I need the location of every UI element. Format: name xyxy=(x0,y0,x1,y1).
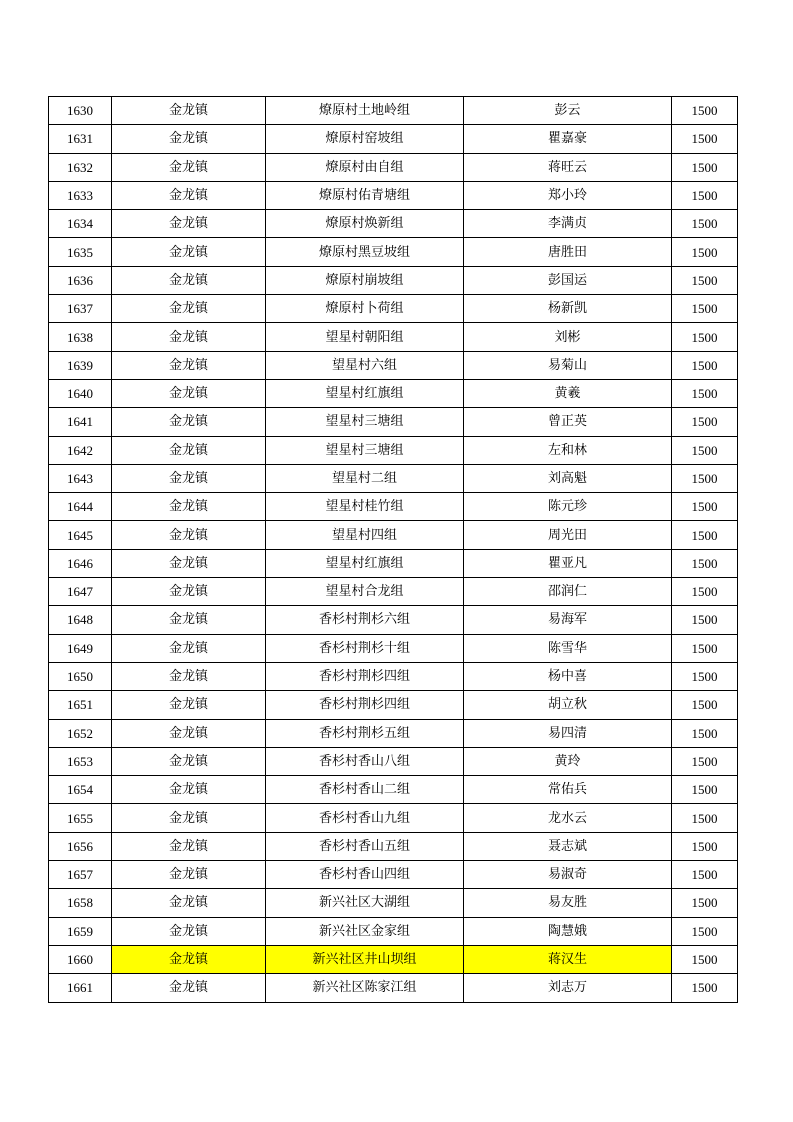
person-name-cell: 彭国运 xyxy=(464,266,672,294)
amount-cell: 1500 xyxy=(672,323,738,351)
amount-cell: 1500 xyxy=(672,662,738,690)
village-group-cell: 燎原村黑豆坡组 xyxy=(266,238,464,266)
town-cell: 金龙镇 xyxy=(112,719,266,747)
row-number-cell: 1633 xyxy=(49,181,112,209)
person-name-cell: 陈元珍 xyxy=(464,493,672,521)
village-group-cell: 望星村红旗组 xyxy=(266,379,464,407)
amount-cell: 1500 xyxy=(672,945,738,973)
person-name-cell: 易四清 xyxy=(464,719,672,747)
amount-cell: 1500 xyxy=(672,861,738,889)
town-cell: 金龙镇 xyxy=(112,549,266,577)
row-number-cell: 1641 xyxy=(49,408,112,436)
person-name-cell: 常佑兵 xyxy=(464,776,672,804)
town-cell: 金龙镇 xyxy=(112,464,266,492)
town-cell: 金龙镇 xyxy=(112,181,266,209)
row-number-cell: 1634 xyxy=(49,210,112,238)
amount-cell: 1500 xyxy=(672,238,738,266)
table-row xyxy=(49,181,738,209)
row-number-cell: 1646 xyxy=(49,549,112,577)
town-cell: 金龙镇 xyxy=(112,379,266,407)
person-name-cell: 刘彬 xyxy=(464,323,672,351)
town-cell: 金龙镇 xyxy=(112,408,266,436)
town-cell: 金龙镇 xyxy=(112,861,266,889)
row-number-cell: 1648 xyxy=(49,606,112,634)
amount-cell: 1500 xyxy=(672,974,738,1002)
person-name-cell: 周光田 xyxy=(464,521,672,549)
person-name-cell: 易淑奇 xyxy=(464,861,672,889)
person-name-cell: 曾正英 xyxy=(464,408,672,436)
amount-cell: 1500 xyxy=(672,408,738,436)
amount-cell: 1500 xyxy=(672,351,738,379)
village-group-cell: 望星村红旗组 xyxy=(266,549,464,577)
table-row xyxy=(49,889,738,917)
row-number-cell: 1643 xyxy=(49,464,112,492)
town-cell: 金龙镇 xyxy=(112,917,266,945)
person-name-cell: 龙水云 xyxy=(464,804,672,832)
town-cell: 金龙镇 xyxy=(112,266,266,294)
amount-cell: 1500 xyxy=(672,691,738,719)
table-row xyxy=(49,549,738,577)
town-cell: 金龙镇 xyxy=(112,351,266,379)
town-cell: 金龙镇 xyxy=(112,521,266,549)
village-group-cell: 燎原村窑坡组 xyxy=(266,125,464,153)
table-row xyxy=(49,974,738,1002)
town-cell: 金龙镇 xyxy=(112,436,266,464)
village-group-cell: 望星村六组 xyxy=(266,351,464,379)
row-number-cell: 1644 xyxy=(49,493,112,521)
town-cell: 金龙镇 xyxy=(112,691,266,719)
village-group-cell: 香杉村香山五组 xyxy=(266,832,464,860)
amount-cell: 1500 xyxy=(672,804,738,832)
row-number-cell: 1639 xyxy=(49,351,112,379)
town-cell: 金龙镇 xyxy=(112,776,266,804)
person-name-cell: 易友胜 xyxy=(464,889,672,917)
amount-cell: 1500 xyxy=(672,634,738,662)
table-row xyxy=(49,945,738,973)
amount-cell: 1500 xyxy=(672,181,738,209)
person-name-cell: 黄羲 xyxy=(464,379,672,407)
row-number-cell: 1658 xyxy=(49,889,112,917)
town-cell: 金龙镇 xyxy=(112,97,266,125)
town-cell: 金龙镇 xyxy=(112,634,266,662)
village-group-cell: 望星村三塘组 xyxy=(266,408,464,436)
village-group-cell: 新兴社区金家组 xyxy=(266,917,464,945)
village-group-cell: 香杉村荆杉十组 xyxy=(266,634,464,662)
table-row xyxy=(49,493,738,521)
person-name-cell: 易海军 xyxy=(464,606,672,634)
person-name-cell: 左和林 xyxy=(464,436,672,464)
row-number-cell: 1642 xyxy=(49,436,112,464)
person-name-cell: 蒋旺云 xyxy=(464,153,672,181)
person-name-cell: 易菊山 xyxy=(464,351,672,379)
amount-cell: 1500 xyxy=(672,97,738,125)
amount-cell: 1500 xyxy=(672,379,738,407)
table-row xyxy=(49,832,738,860)
row-number-cell: 1637 xyxy=(49,295,112,323)
person-name-cell: 瞿亚凡 xyxy=(464,549,672,577)
person-name-cell: 聂志斌 xyxy=(464,832,672,860)
table-row xyxy=(49,747,738,775)
row-number-cell: 1645 xyxy=(49,521,112,549)
village-group-cell: 新兴社区井山坝组 xyxy=(266,945,464,973)
row-number-cell: 1651 xyxy=(49,691,112,719)
amount-cell: 1500 xyxy=(672,266,738,294)
village-group-cell: 香杉村香山八组 xyxy=(266,747,464,775)
row-number-cell: 1631 xyxy=(49,125,112,153)
village-group-cell: 香杉村香山九组 xyxy=(266,804,464,832)
table-row xyxy=(49,719,738,747)
row-number-cell: 1630 xyxy=(49,97,112,125)
person-name-cell: 胡立秋 xyxy=(464,691,672,719)
row-number-cell: 1660 xyxy=(49,945,112,973)
village-group-cell: 望星村四组 xyxy=(266,521,464,549)
table-row xyxy=(49,379,738,407)
person-name-cell: 刘志万 xyxy=(464,974,672,1002)
person-name-cell: 杨中喜 xyxy=(464,662,672,690)
town-cell: 金龙镇 xyxy=(112,889,266,917)
amount-cell: 1500 xyxy=(672,464,738,492)
row-number-cell: 1656 xyxy=(49,832,112,860)
table-row xyxy=(49,776,738,804)
person-name-cell: 郑小玲 xyxy=(464,181,672,209)
town-cell: 金龙镇 xyxy=(112,662,266,690)
amount-cell: 1500 xyxy=(672,210,738,238)
amount-cell: 1500 xyxy=(672,889,738,917)
village-group-cell: 香杉村荆杉四组 xyxy=(266,662,464,690)
person-name-cell: 彭云 xyxy=(464,97,672,125)
amount-cell: 1500 xyxy=(672,832,738,860)
amount-cell: 1500 xyxy=(672,747,738,775)
amount-cell: 1500 xyxy=(672,578,738,606)
table-row xyxy=(49,210,738,238)
village-group-cell: 新兴社区大湖组 xyxy=(266,889,464,917)
person-name-cell: 刘高魁 xyxy=(464,464,672,492)
person-name-cell: 黄玲 xyxy=(464,747,672,775)
table-row xyxy=(49,521,738,549)
town-cell: 金龙镇 xyxy=(112,238,266,266)
village-group-cell: 燎原村土地岭组 xyxy=(266,97,464,125)
row-number-cell: 1657 xyxy=(49,861,112,889)
person-name-cell: 李满贞 xyxy=(464,210,672,238)
table-row xyxy=(49,323,738,351)
row-number-cell: 1632 xyxy=(49,153,112,181)
amount-cell: 1500 xyxy=(672,295,738,323)
person-name-cell: 陈雪华 xyxy=(464,634,672,662)
amount-cell: 1500 xyxy=(672,776,738,804)
amount-cell: 1500 xyxy=(672,521,738,549)
town-cell: 金龙镇 xyxy=(112,323,266,351)
town-cell: 金龙镇 xyxy=(112,974,266,1002)
town-cell: 金龙镇 xyxy=(112,747,266,775)
row-number-cell: 1649 xyxy=(49,634,112,662)
row-number-cell: 1647 xyxy=(49,578,112,606)
table-row xyxy=(49,464,738,492)
person-name-cell: 唐胜田 xyxy=(464,238,672,266)
village-group-cell: 燎原村卜荷组 xyxy=(266,295,464,323)
village-group-cell: 燎原村崩坡组 xyxy=(266,266,464,294)
row-number-cell: 1653 xyxy=(49,747,112,775)
table-row xyxy=(49,691,738,719)
row-number-cell: 1640 xyxy=(49,379,112,407)
village-group-cell: 新兴社区陈家江组 xyxy=(266,974,464,1002)
village-group-cell: 燎原村焕新组 xyxy=(266,210,464,238)
row-number-cell: 1654 xyxy=(49,776,112,804)
town-cell: 金龙镇 xyxy=(112,125,266,153)
village-group-cell: 望星村二组 xyxy=(266,464,464,492)
village-group-cell: 望星村三塘组 xyxy=(266,436,464,464)
village-group-cell: 香杉村香山二组 xyxy=(266,776,464,804)
table-row xyxy=(49,125,738,153)
person-name-cell: 杨新凯 xyxy=(464,295,672,323)
village-group-cell: 香杉村荆杉五组 xyxy=(266,719,464,747)
row-number-cell: 1635 xyxy=(49,238,112,266)
person-name-cell: 邵润仁 xyxy=(464,578,672,606)
amount-cell: 1500 xyxy=(672,549,738,577)
table-row xyxy=(49,408,738,436)
amount-cell: 1500 xyxy=(672,153,738,181)
table-row xyxy=(49,606,738,634)
village-group-cell: 香杉村荆杉六组 xyxy=(266,606,464,634)
table-row xyxy=(49,804,738,832)
row-number-cell: 1636 xyxy=(49,266,112,294)
table-row xyxy=(49,662,738,690)
village-group-cell: 望星村朝阳组 xyxy=(266,323,464,351)
roster-table xyxy=(48,96,738,1003)
table-row xyxy=(49,153,738,181)
row-number-cell: 1650 xyxy=(49,662,112,690)
town-cell: 金龙镇 xyxy=(112,295,266,323)
person-name-cell: 瞿嘉豪 xyxy=(464,125,672,153)
table-row xyxy=(49,634,738,662)
amount-cell: 1500 xyxy=(672,493,738,521)
village-group-cell: 燎原村由自组 xyxy=(266,153,464,181)
person-name-cell: 陶慧娥 xyxy=(464,917,672,945)
row-number-cell: 1659 xyxy=(49,917,112,945)
row-number-cell: 1661 xyxy=(49,974,112,1002)
table-row xyxy=(49,295,738,323)
roster-sheet xyxy=(48,96,738,1003)
town-cell: 金龙镇 xyxy=(112,578,266,606)
row-number-cell: 1655 xyxy=(49,804,112,832)
amount-cell: 1500 xyxy=(672,719,738,747)
row-number-cell: 1652 xyxy=(49,719,112,747)
table-row xyxy=(49,436,738,464)
table-row xyxy=(49,238,738,266)
village-group-cell: 燎原村佑青塘组 xyxy=(266,181,464,209)
amount-cell: 1500 xyxy=(672,125,738,153)
town-cell: 金龙镇 xyxy=(112,210,266,238)
table-row xyxy=(49,351,738,379)
table-row xyxy=(49,861,738,889)
table-row xyxy=(49,266,738,294)
table-row xyxy=(49,578,738,606)
amount-cell: 1500 xyxy=(672,606,738,634)
table-row xyxy=(49,917,738,945)
town-cell: 金龙镇 xyxy=(112,153,266,181)
village-group-cell: 望星村桂竹组 xyxy=(266,493,464,521)
row-number-cell: 1638 xyxy=(49,323,112,351)
town-cell: 金龙镇 xyxy=(112,606,266,634)
village-group-cell: 香杉村荆杉四组 xyxy=(266,691,464,719)
town-cell: 金龙镇 xyxy=(112,945,266,973)
person-name-cell: 蒋汉生 xyxy=(464,945,672,973)
village-group-cell: 望星村合龙组 xyxy=(266,578,464,606)
village-group-cell: 香杉村香山四组 xyxy=(266,861,464,889)
table-row xyxy=(49,97,738,125)
roster-table-body xyxy=(49,97,738,1003)
town-cell: 金龙镇 xyxy=(112,832,266,860)
amount-cell: 1500 xyxy=(672,436,738,464)
town-cell: 金龙镇 xyxy=(112,804,266,832)
town-cell: 金龙镇 xyxy=(112,493,266,521)
amount-cell: 1500 xyxy=(672,917,738,945)
